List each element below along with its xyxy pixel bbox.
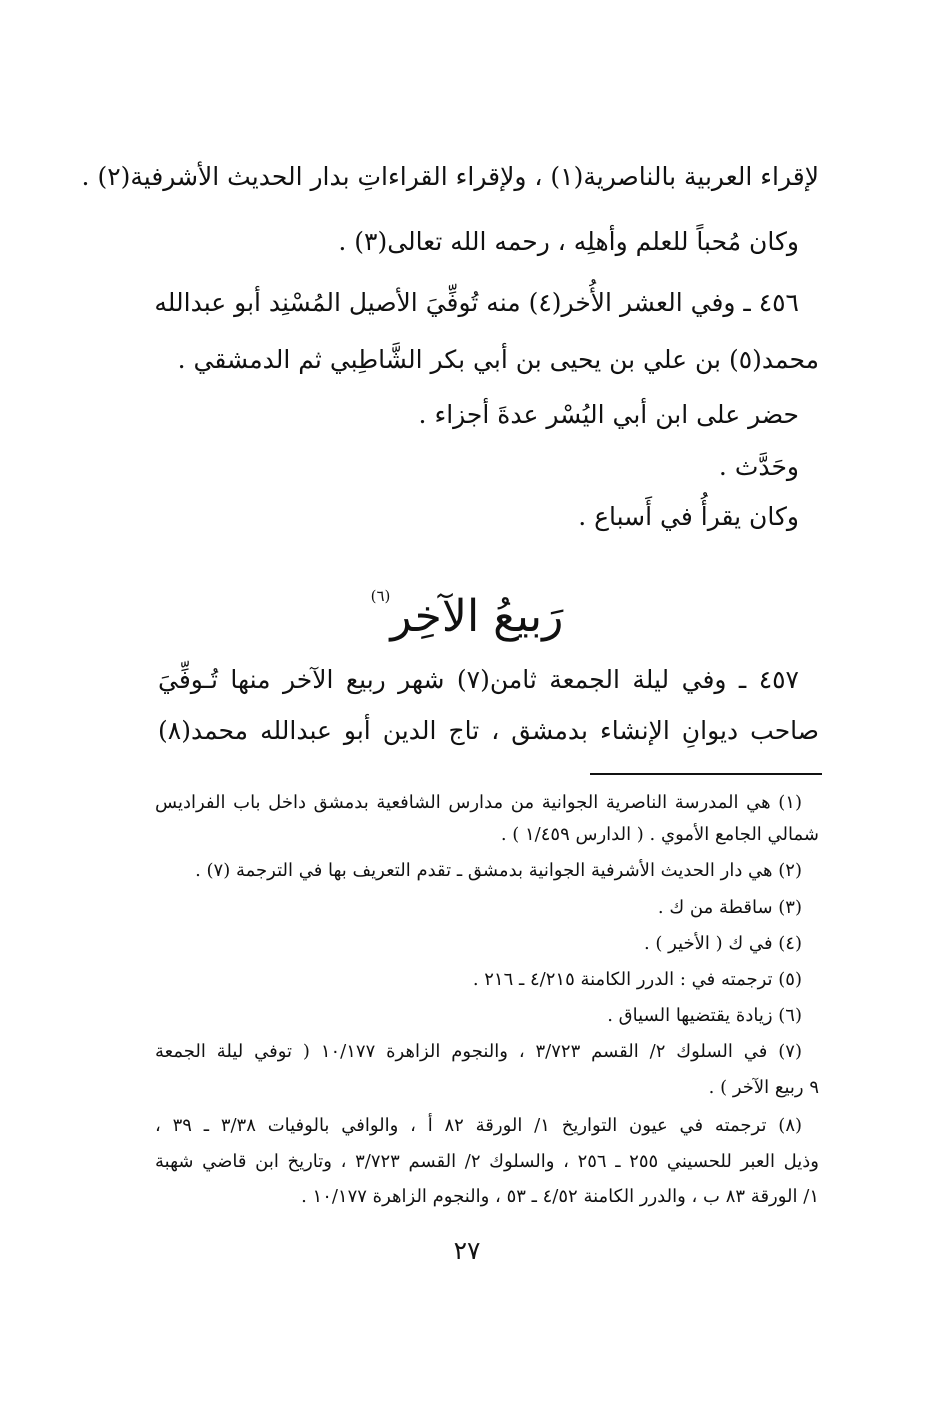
chapter-heading	[0, 566, 934, 647]
footnote-separator	[590, 773, 822, 775]
footnote-1-line-2: شمالي الجامع الأموي . ( الدارس ١/٤٥٩ ) .	[500, 824, 819, 845]
body-line-5: حضر على ابن أبي اليُسْر عدةَ أجزاء .	[418, 400, 799, 429]
body-line-1: لإقراء العربية بالناصرية(١) ، ولإقراء القراءاتِ بدار الحديث الأشرفية(٢) .	[81, 162, 819, 191]
footnote-1-line-1: (١) هي المدرسة الناصرية الجوانية من مدارس الشافعية بدمشق داخل باب الفراديس	[155, 792, 802, 813]
footnote-5: (٥) ترجمته في : الدرر الكامنة ٤/٢١٥ ـ ٢١٦ .	[472, 969, 802, 990]
entry-456-line-2: محمد(٥) بن علي بن يحيى بن أبي بكر الشَّاطِبي ثم الدمشقي .	[177, 345, 819, 374]
footnote-8-line-2: وذيل العبر للحسيني ٢٥٥ ـ ٢٥٦ ، والسلوك ٢/ القسم ٣/٧٢٣ ، وتاريخ ابن قاضي شهبة	[155, 1151, 819, 1172]
entry-457-line-2: صاحب ديوانِ الإنشاء بدمشق ، تاج الدين أبو عبدالله محمد(٨)	[158, 716, 819, 745]
chapter-title: رَبيعُ الآخِر	[390, 591, 564, 642]
body-line-6: وحَدَّث .	[718, 452, 799, 481]
footnote-6: (٦) زيادة يقتضيها السياق .	[607, 1005, 802, 1026]
body-line-2: وكان مُحباً للعلم وأهلِه ، رحمه الله تعالى(٣) .	[338, 227, 799, 256]
footnote-8-line-3: ١/ الورقة ٨٣ ب ، والدرر الكامنة ٤/٥٢ ـ ٥٣ ، والنجوم الزاهرة ١٠/١٧٧ .	[301, 1186, 819, 1207]
footnote-3: (٣) ساقطة من ك .	[657, 897, 802, 918]
footnote-2: (٢) هي دار الحديث الأشرفية الجوانية بدمشق ـ تقدم التعريف بها في الترجمة (٧) .	[195, 860, 802, 881]
entry-456-line-1: ٤٥٦ ـ وفي العشر الأُخر(٤) منه تُوفِّيَ الأصيل المُسْنِد أبو عبدالله	[154, 288, 799, 317]
footnote-7-line-1: (٧) في السلوك ٢/ القسم ٣/٧٢٣ ، والنجوم الزاهرة ١٠/١٧٧ ( توفي ليلة الجمعة	[155, 1041, 802, 1062]
chapter-note-ref: (٦)	[370, 587, 391, 605]
page-number: ٢٧	[453, 1236, 481, 1265]
entry-457-line-1: ٤٥٧ ـ وفي ليلة الجمعة ثامن(٧) شهر ربيع الآخر منها تُـوفِّيَ	[158, 665, 799, 694]
body-line-7: وكان يقرأُ في أَسباع .	[578, 502, 799, 531]
footnote-4: (٤) في ك ( الأخير ) .	[643, 933, 802, 954]
footnote-7-line-2: ٩ ربيع الآخر ) .	[708, 1077, 819, 1098]
footnote-8-line-1: (٨) ترجمته في عيون التواريخ ١/ الورقة ٨٢ أ ، والوافي بالوفيات ٣/٣٨ ـ ٣٩ ،	[155, 1115, 803, 1136]
